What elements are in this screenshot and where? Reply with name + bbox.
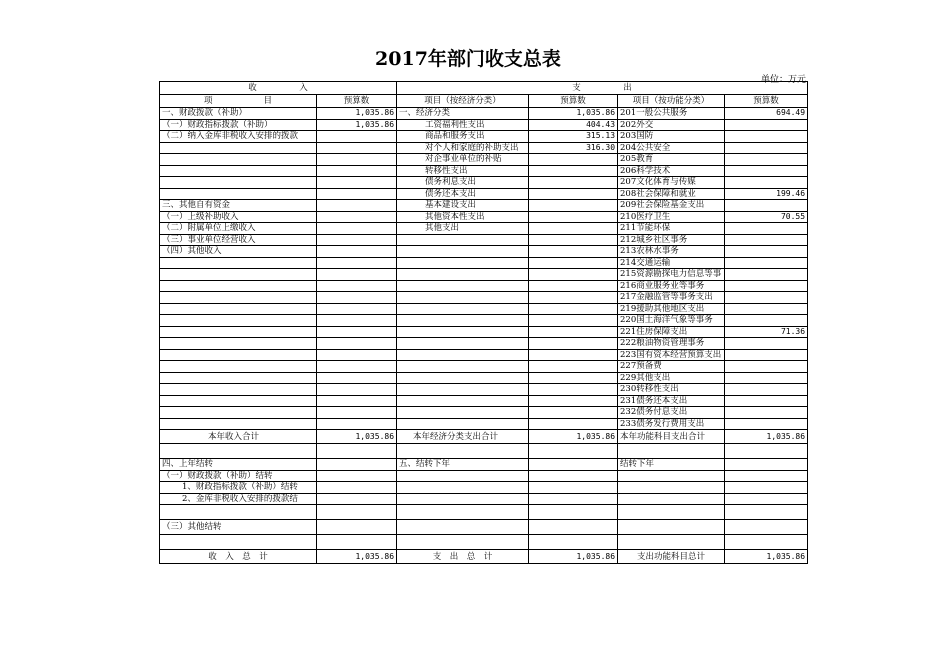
table-row (160, 384, 808, 396)
carry-func-item (618, 535, 725, 550)
func-value (725, 257, 808, 269)
income-item (160, 407, 317, 419)
carry-income-value (317, 505, 397, 520)
func-item: 233债务发行费用支出 (618, 418, 725, 430)
carry-income-value (317, 493, 397, 505)
income-value (317, 361, 397, 373)
table-row (160, 326, 808, 338)
income-item (160, 315, 317, 327)
income-value (317, 280, 397, 292)
table-row (160, 361, 808, 373)
table-row (160, 142, 808, 154)
carry-econ-value (529, 470, 618, 482)
col-econ-header: 项目（按经济分类） (397, 95, 529, 108)
func-value (725, 384, 808, 396)
econ-value (529, 407, 618, 419)
econ-value (529, 315, 618, 327)
func-item: 201一般公共服务 (618, 108, 725, 120)
carry-func-value (725, 535, 808, 550)
econ-value (529, 165, 618, 177)
empty-cell (317, 444, 397, 459)
carry-econ-item (397, 535, 529, 550)
carry-income-value (317, 470, 397, 482)
econ-item (397, 395, 529, 407)
econ-item: 其他支出 (397, 223, 529, 235)
func-item: 219援助其他地区支出 (618, 303, 725, 315)
income-item: 三、其他自有资金 (160, 200, 317, 212)
func-value (725, 234, 808, 246)
econ-value (529, 200, 618, 212)
func-value (725, 280, 808, 292)
income-value (317, 188, 397, 200)
func-value (725, 303, 808, 315)
econ-item (397, 269, 529, 281)
spacer-row (160, 444, 808, 459)
table-row (160, 407, 808, 419)
income-item (160, 349, 317, 361)
table-row (160, 349, 808, 361)
income-item (160, 384, 317, 396)
table-row (160, 165, 808, 177)
income-item (160, 142, 317, 154)
carry-func-item (618, 470, 725, 482)
econ-value (529, 292, 618, 304)
func-item: 221住房保障支出 (618, 326, 725, 338)
carry-row (160, 505, 808, 520)
income-value: 1,035.86 (317, 119, 397, 131)
carry-func-value (725, 459, 808, 471)
carry-econ-value (529, 535, 618, 550)
func-value: 70.55 (725, 211, 808, 223)
func-value (725, 131, 808, 143)
econ-value (529, 361, 618, 373)
carry-row (160, 493, 808, 505)
econ-item: 一、经济分类 (397, 108, 529, 120)
subtotal-econ-label: 本年经济分类支出合计 (397, 430, 529, 444)
carry-econ-item (397, 493, 529, 505)
subtotal-func-value: 1,035.86 (725, 430, 808, 444)
table-row (160, 200, 808, 212)
table-row (160, 246, 808, 258)
table-row (160, 131, 808, 143)
subtotal-func-label: 本年功能科目支出合计 (618, 430, 725, 444)
income-value (317, 326, 397, 338)
carry-econ-value (529, 520, 618, 535)
func-value (725, 119, 808, 131)
section-header-row (160, 82, 808, 95)
econ-item: 对个人和家庭的补助支出 (397, 142, 529, 154)
income-value (317, 418, 397, 430)
func-value (725, 372, 808, 384)
income-item (160, 395, 317, 407)
carry-income-value (317, 535, 397, 550)
empty-cell (160, 444, 317, 459)
econ-value (529, 234, 618, 246)
carry-func-value (725, 505, 808, 520)
econ-value (529, 211, 618, 223)
budget-table (159, 81, 808, 564)
income-item (160, 303, 317, 315)
column-header-row (160, 95, 808, 108)
income-value (317, 200, 397, 212)
carry-func-item (618, 505, 725, 520)
income-item (160, 177, 317, 189)
income-item: （二）附属单位上缴收入 (160, 223, 317, 235)
expense-header: 支 出 (397, 82, 808, 95)
income-item (160, 361, 317, 373)
income-item: （二）纳入金库非税收入安排的拨款 (160, 131, 317, 143)
table-row (160, 257, 808, 269)
econ-item (397, 326, 529, 338)
income-item (160, 326, 317, 338)
econ-value (529, 269, 618, 281)
econ-item (397, 303, 529, 315)
carry-econ-item (397, 470, 529, 482)
func-item: 230转移性支出 (618, 384, 725, 396)
carry-income-item: 四、上年结转 (160, 459, 317, 471)
func-item: 229其他支出 (618, 372, 725, 384)
econ-value: 1,035.86 (529, 108, 618, 120)
income-value (317, 211, 397, 223)
func-item: 213农林水事务 (618, 246, 725, 258)
carry-econ-value (529, 493, 618, 505)
income-value (317, 223, 397, 235)
carry-func-item (618, 520, 725, 535)
carry-row (160, 482, 808, 494)
col-budget2-header: 预算数 (529, 95, 618, 108)
econ-value (529, 372, 618, 384)
carry-income-item: （三）其他结转 (160, 520, 317, 535)
income-item (160, 280, 317, 292)
econ-value (529, 395, 618, 407)
func-item: 222粮油物资管理事务 (618, 338, 725, 350)
econ-value (529, 418, 618, 430)
subtotal-row (160, 430, 808, 444)
econ-item: 商品和服务支出 (397, 131, 529, 143)
func-item: 202外交 (618, 119, 725, 131)
econ-value: 315.13 (529, 131, 618, 143)
func-value (725, 165, 808, 177)
func-value (725, 338, 808, 350)
econ-item (397, 349, 529, 361)
table-row (160, 119, 808, 131)
func-item: 206科学技术 (618, 165, 725, 177)
table-row (160, 234, 808, 246)
carry-row (160, 470, 808, 482)
income-item (160, 338, 317, 350)
carry-income-item (160, 535, 317, 550)
income-item: （一）财政指标拨款（补助） (160, 119, 317, 131)
carry-func-value (725, 520, 808, 535)
econ-item (397, 292, 529, 304)
econ-item (397, 246, 529, 258)
econ-item (397, 407, 529, 419)
income-item: （三）事业单位经营收入 (160, 234, 317, 246)
func-value (725, 361, 808, 373)
empty-cell (725, 444, 808, 459)
econ-item (397, 361, 529, 373)
econ-item: 债务利息支出 (397, 177, 529, 189)
carry-row (160, 459, 808, 471)
carry-income-item (160, 505, 317, 520)
table-row (160, 418, 808, 430)
econ-item (397, 280, 529, 292)
func-value (725, 246, 808, 258)
carry-econ-value (529, 459, 618, 471)
income-value (317, 234, 397, 246)
econ-value (529, 188, 618, 200)
income-value (317, 338, 397, 350)
econ-value: 404.43 (529, 119, 618, 131)
carry-econ-value (529, 482, 618, 494)
carry-income-item: 2、金库非税收入安排的拨款结 (160, 493, 317, 505)
econ-value (529, 177, 618, 189)
col-item-header: 项 目 (160, 95, 317, 108)
carry-func-item (618, 493, 725, 505)
income-item (160, 154, 317, 166)
func-value (725, 142, 808, 154)
econ-value (529, 326, 618, 338)
table-row (160, 223, 808, 235)
table-row (160, 188, 808, 200)
total-econ-label: 支 出 总 计 (397, 550, 529, 564)
econ-item (397, 418, 529, 430)
income-value (317, 292, 397, 304)
econ-item (397, 372, 529, 384)
func-item: 216商业服务业等事务 (618, 280, 725, 292)
income-item (160, 257, 317, 269)
carry-econ-item (397, 505, 529, 520)
econ-value (529, 280, 618, 292)
income-item: 一、财政拨款（补助） (160, 108, 317, 120)
col-func-header: 项目（按功能分类） (618, 95, 725, 108)
empty-cell (618, 444, 725, 459)
carry-income-value (317, 482, 397, 494)
carry-row (160, 535, 808, 550)
func-value (725, 418, 808, 430)
econ-value (529, 384, 618, 396)
func-item: 212城乡社区事务 (618, 234, 725, 246)
carry-income-item: （一）财政拨款（补助）结转 (160, 470, 317, 482)
income-value (317, 372, 397, 384)
income-value (317, 165, 397, 177)
income-item: （四）其他收入 (160, 246, 317, 258)
income-value (317, 131, 397, 143)
col-budget-header: 预算数 (317, 95, 397, 108)
func-value (725, 349, 808, 361)
carry-row (160, 520, 808, 535)
income-value (317, 177, 397, 189)
total-income-value: 1,035.86 (317, 550, 397, 564)
econ-item: 工资福利性支出 (397, 119, 529, 131)
econ-value: 316.30 (529, 142, 618, 154)
subtotal-econ-value: 1,035.86 (529, 430, 618, 444)
income-value (317, 154, 397, 166)
func-item: 203国防 (618, 131, 725, 143)
subtotal-income-label: 本年收入合计 (160, 430, 317, 444)
func-item: 204公共安全 (618, 142, 725, 154)
econ-value (529, 303, 618, 315)
func-value (725, 200, 808, 212)
grand-total-row (160, 550, 808, 564)
income-value (317, 349, 397, 361)
income-value: 1,035.86 (317, 108, 397, 120)
table-row (160, 269, 808, 281)
carry-func-value (725, 493, 808, 505)
func-item: 215资源勘探电力信息等事 (618, 269, 725, 281)
income-value (317, 407, 397, 419)
income-value (317, 142, 397, 154)
table-row (160, 372, 808, 384)
total-func-value: 1,035.86 (725, 550, 808, 564)
econ-value (529, 338, 618, 350)
func-value: 694.49 (725, 108, 808, 120)
econ-value (529, 246, 618, 258)
func-item: 220国土海洋气象等事务 (618, 315, 725, 327)
income-header: 收 入 (160, 82, 397, 95)
income-value (317, 246, 397, 258)
carry-func-item: 结转下年 (618, 459, 725, 471)
func-value (725, 177, 808, 189)
econ-item (397, 338, 529, 350)
func-item: 214交通运输 (618, 257, 725, 269)
unit-label: 单位：万元 (760, 75, 806, 85)
table-row (160, 154, 808, 166)
table-row (160, 108, 808, 120)
income-value (317, 395, 397, 407)
carry-func-item (618, 482, 725, 494)
income-value (317, 303, 397, 315)
econ-item (397, 315, 529, 327)
func-item: 217金融监管等事务支出 (618, 292, 725, 304)
econ-item: 其他资本性支出 (397, 211, 529, 223)
carry-income-item: 1、财政指标拨款（补助）结转 (160, 482, 317, 494)
carry-income-value (317, 459, 397, 471)
total-func-label: 支出功能科目总计 (618, 550, 725, 564)
econ-item: 债务还本支出 (397, 188, 529, 200)
func-item: 232债务付息支出 (618, 407, 725, 419)
func-value (725, 315, 808, 327)
carry-func-value (725, 482, 808, 494)
empty-cell (397, 444, 529, 459)
empty-cell (529, 444, 618, 459)
subtotal-income-value: 1,035.86 (317, 430, 397, 444)
func-item: 205教育 (618, 154, 725, 166)
econ-value (529, 349, 618, 361)
econ-value (529, 257, 618, 269)
carry-econ-value (529, 505, 618, 520)
econ-item: 基本建设支出 (397, 200, 529, 212)
income-item (160, 165, 317, 177)
total-income-label: 收 入 总 计 (160, 550, 317, 564)
func-item: 223国有资本经营预算支出 (618, 349, 725, 361)
carry-econ-item (397, 520, 529, 535)
income-item (160, 188, 317, 200)
income-item (160, 292, 317, 304)
income-item: （一）上级补助收入 (160, 211, 317, 223)
income-value (317, 269, 397, 281)
table-row (160, 211, 808, 223)
econ-value (529, 223, 618, 235)
func-value (725, 154, 808, 166)
income-item (160, 269, 317, 281)
income-item (160, 418, 317, 430)
func-item: 207文化体育与传媒 (618, 177, 725, 189)
func-item: 227预备费 (618, 361, 725, 373)
econ-item (397, 257, 529, 269)
func-item: 231债务还本支出 (618, 395, 725, 407)
income-value (317, 384, 397, 396)
econ-value (529, 154, 618, 166)
col-budget3-header: 预算数 (725, 95, 808, 108)
table-row (160, 177, 808, 189)
econ-item (397, 234, 529, 246)
table-row (160, 338, 808, 350)
table-row (160, 315, 808, 327)
page-title: 2017年部门收支总表 (375, 48, 561, 70)
table-row (160, 280, 808, 292)
econ-item (397, 384, 529, 396)
carry-func-value (725, 470, 808, 482)
carry-income-value (317, 520, 397, 535)
func-value: 71.36 (725, 326, 808, 338)
table-row (160, 292, 808, 304)
table-row (160, 303, 808, 315)
func-value (725, 407, 808, 419)
func-value (725, 223, 808, 235)
func-value: 199.46 (725, 188, 808, 200)
func-value (725, 269, 808, 281)
econ-item: 对企事业单位的补贴 (397, 154, 529, 166)
func-item: 209社会保险基金支出 (618, 200, 725, 212)
func-item: 210医疗卫生 (618, 211, 725, 223)
func-item: 211节能环保 (618, 223, 725, 235)
econ-item: 转移性支出 (397, 165, 529, 177)
table-row (160, 395, 808, 407)
income-item (160, 372, 317, 384)
carry-econ-item (397, 482, 529, 494)
func-item: 208社会保障和就业 (618, 188, 725, 200)
func-value (725, 292, 808, 304)
income-value (317, 315, 397, 327)
carry-econ-item: 五、结转下年 (397, 459, 529, 471)
income-value (317, 257, 397, 269)
func-value (725, 395, 808, 407)
total-econ-value: 1,035.86 (529, 550, 618, 564)
